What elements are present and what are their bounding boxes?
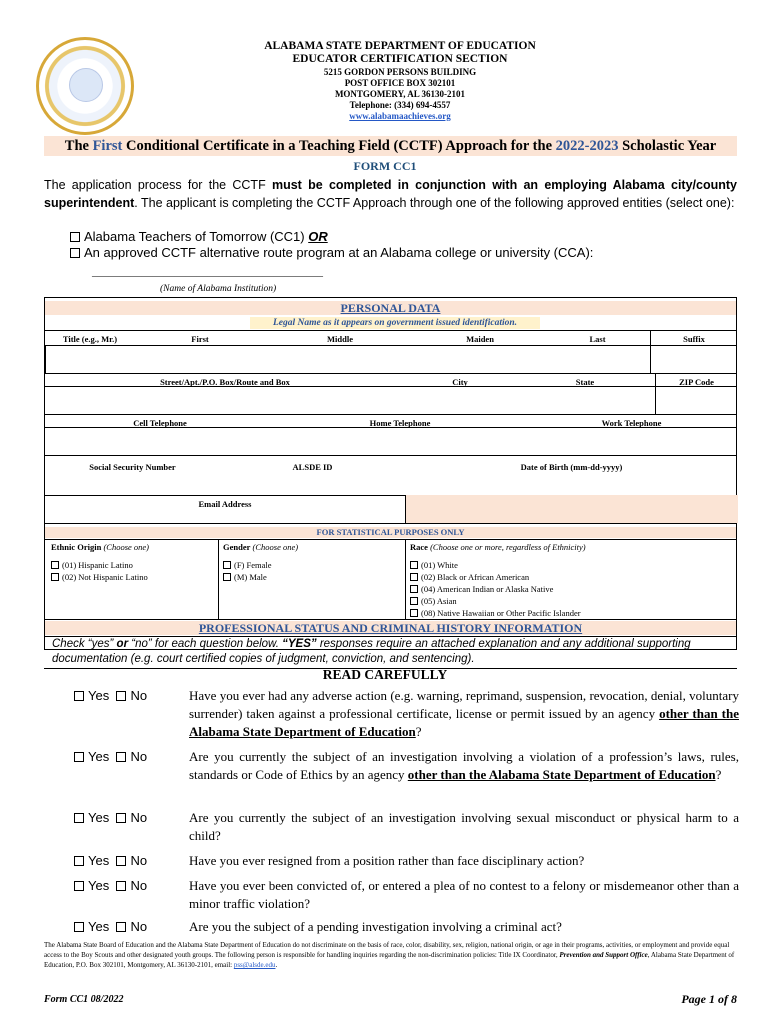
no-checkbox[interactable] bbox=[116, 752, 126, 762]
email-field[interactable] bbox=[405, 495, 738, 523]
option-teachers-of-tomorrow: Alabama Teachers of Tomorrow (CC1) OR bbox=[70, 229, 328, 244]
form-version: Form CC1 08/2022 bbox=[44, 994, 124, 1005]
title-label: Title (e.g., Mr.) bbox=[62, 334, 118, 344]
maiden-label: Maiden bbox=[466, 334, 494, 344]
gender-option[interactable]: (M) Male bbox=[223, 571, 267, 583]
work-phone-label: Work Telephone bbox=[601, 418, 662, 428]
race-label: Race (Choose one or more, regardless of Ethnicity) bbox=[410, 542, 586, 552]
cell-phone-label: Cell Telephone bbox=[133, 418, 187, 428]
checkbox[interactable] bbox=[70, 232, 80, 242]
checkbox[interactable] bbox=[70, 248, 80, 258]
state-label: State bbox=[575, 377, 595, 387]
professional-heading: PROFESSIONAL STATUS AND CRIMINAL HISTORY INFORMATION bbox=[45, 621, 736, 635]
page-number: Page 1 of 8 bbox=[681, 992, 737, 1006]
question-2: Yes No Are you currently the subject of an investigation involving a violation of a profession’s laws, rules, standards or Code of Ethics by an agency other than the Alabama State Department of Education? bbox=[74, 748, 739, 802]
race-option[interactable]: (01) White bbox=[410, 559, 458, 571]
zip-label: ZIP Code bbox=[679, 377, 714, 387]
race-option[interactable]: (05) Asian bbox=[410, 595, 457, 607]
nondiscrimination-notice: The Alabama State Board of Education and the Alabama State Department of Education do not discriminate on the basis of race, color, disability, sex, religion, national origin, or age in their programs, activities, or employment and provide equal access to the Boy Scouts and other designated youth groups. The following person is responsible for handling inquiries regarding the non-discrimination policies: Title IX Coordinator, Prevention and Support Office, Alabama State Department of Education, P.O. Box 302101, Montgomery, AL 36130-2101, email: pss@alsde.edu. bbox=[44, 941, 735, 969]
yes-checkbox[interactable] bbox=[74, 691, 84, 701]
ssn-label: Social Security Number bbox=[89, 462, 176, 472]
question-1: Yes No Have you ever had any adverse action (e.g. warning, reprimand, suspension, revocation, denial, voluntary surrender) taken against a professional certificate, license or permit issued by an agency other than the Alabama State Department of Education? bbox=[74, 687, 739, 741]
read-carefully-heading: READ CAREFULLY bbox=[322, 667, 448, 682]
question-6: Yes No Are you the subject of a pending investigation involving a criminal act? bbox=[74, 918, 739, 936]
alsde-id-label: ALSDE ID bbox=[292, 462, 333, 472]
last-label: Last bbox=[589, 334, 606, 344]
ethnic-option[interactable]: (01) Hispanic Latino bbox=[51, 559, 133, 571]
middle-label: Middle bbox=[327, 334, 353, 344]
section-name: EDUCATOR CERTIFICATION SECTION bbox=[292, 53, 508, 65]
race-option[interactable]: (04) American Indian or Alaska Native bbox=[410, 583, 553, 595]
race-option[interactable]: (08) Native Hawaiian or Other Pacific Islander bbox=[410, 607, 581, 619]
name-fields[interactable] bbox=[45, 345, 736, 373]
gender-label: Gender (Choose one) bbox=[223, 542, 299, 552]
legal-name-note: Legal Name as it appears on government issued identification. bbox=[250, 317, 540, 329]
id-fields[interactable] bbox=[45, 473, 736, 495]
personal-data-heading: PERSONAL DATA bbox=[45, 301, 736, 315]
professional-instructions: Check “yes” or “no” for each question below. “YES” responses require an attached explanation and any additional supporting documentation (e.g. court certified copies of judgment, conviction, and sentencing). bbox=[52, 638, 691, 665]
email-label: Email Address bbox=[198, 499, 252, 509]
yes-checkbox[interactable] bbox=[74, 752, 84, 762]
question-5: Yes No Have you ever been convicted of, or entered a plea of no contest to a felony or misdemeanor other than a minor traffic violation? bbox=[74, 877, 739, 913]
po-box: POST OFFICE BOX 302101 bbox=[344, 78, 456, 88]
form-number: FORM CC1 bbox=[353, 159, 417, 173]
suffix-label: Suffix bbox=[683, 334, 705, 344]
no-checkbox[interactable] bbox=[116, 922, 126, 932]
yes-checkbox[interactable] bbox=[74, 922, 84, 932]
personal-data-table bbox=[44, 297, 737, 650]
race-option[interactable]: (02) Black or African American bbox=[410, 571, 529, 583]
city-address: MONTGOMERY, AL 36130-2101 bbox=[334, 89, 466, 99]
page-title: The First Conditional Certificate in a Teaching Field (CCTF) Approach for the 2022-2023 Scholastic Year bbox=[44, 136, 737, 156]
phone-fields[interactable] bbox=[45, 427, 736, 455]
ethnic-option[interactable]: (02) Not Hispanic Latino bbox=[51, 571, 148, 583]
institution-caption: (Name of Alabama Institution) bbox=[160, 284, 277, 294]
ethnic-origin-label: Ethnic Origin (Choose one) bbox=[51, 542, 149, 552]
address-fields[interactable] bbox=[45, 386, 736, 414]
intro-paragraph: The application process for the CCTF must be completed in conjunction with an employing Alabama city/county superintendent. The applicant is completing the CCTF Approach through one of the following approved entities (select one): bbox=[44, 178, 737, 210]
department-name: ALABAMA STATE DEPARTMENT OF EDUCATION bbox=[264, 40, 536, 52]
website-link[interactable]: www.alabamaachieves.org bbox=[349, 111, 451, 121]
yes-checkbox[interactable] bbox=[74, 856, 84, 866]
no-checkbox[interactable] bbox=[116, 691, 126, 701]
question-3: Yes No Are you currently the subject of an investigation involving sexual misconduct or physical harm to a child? bbox=[74, 809, 739, 845]
statistical-heading: FOR STATISTICAL PURPOSES ONLY bbox=[45, 527, 736, 538]
street-label: Street/Apt./P.O. Box/Route and Box bbox=[160, 377, 290, 387]
institution-line[interactable]: __________________________________________ bbox=[92, 266, 323, 278]
email-link[interactable]: pss@alsde.edu bbox=[233, 961, 276, 969]
no-checkbox[interactable] bbox=[116, 813, 126, 823]
building-address: 5215 GORDON PERSONS BUILDING bbox=[323, 67, 477, 77]
gender-option[interactable]: (F) Female bbox=[223, 559, 272, 571]
state-seal-logo bbox=[36, 37, 134, 135]
dob-label: Date of Birth (mm-dd-yyyy) bbox=[520, 462, 623, 472]
first-label: First bbox=[191, 334, 209, 344]
no-checkbox[interactable] bbox=[116, 856, 126, 866]
no-checkbox[interactable] bbox=[116, 881, 126, 891]
home-phone-label: Home Telephone bbox=[369, 418, 431, 428]
question-4: Yes No Have you ever resigned from a position rather than face disciplinary action? bbox=[74, 852, 739, 870]
yes-checkbox[interactable] bbox=[74, 813, 84, 823]
city-label: City bbox=[452, 377, 468, 387]
yes-checkbox[interactable] bbox=[74, 881, 84, 891]
option-college-route: An approved CCTF alternative route program at an Alabama college or university (CCA): bbox=[70, 245, 593, 260]
telephone: Telephone: (334) 694-4557 bbox=[349, 100, 451, 110]
